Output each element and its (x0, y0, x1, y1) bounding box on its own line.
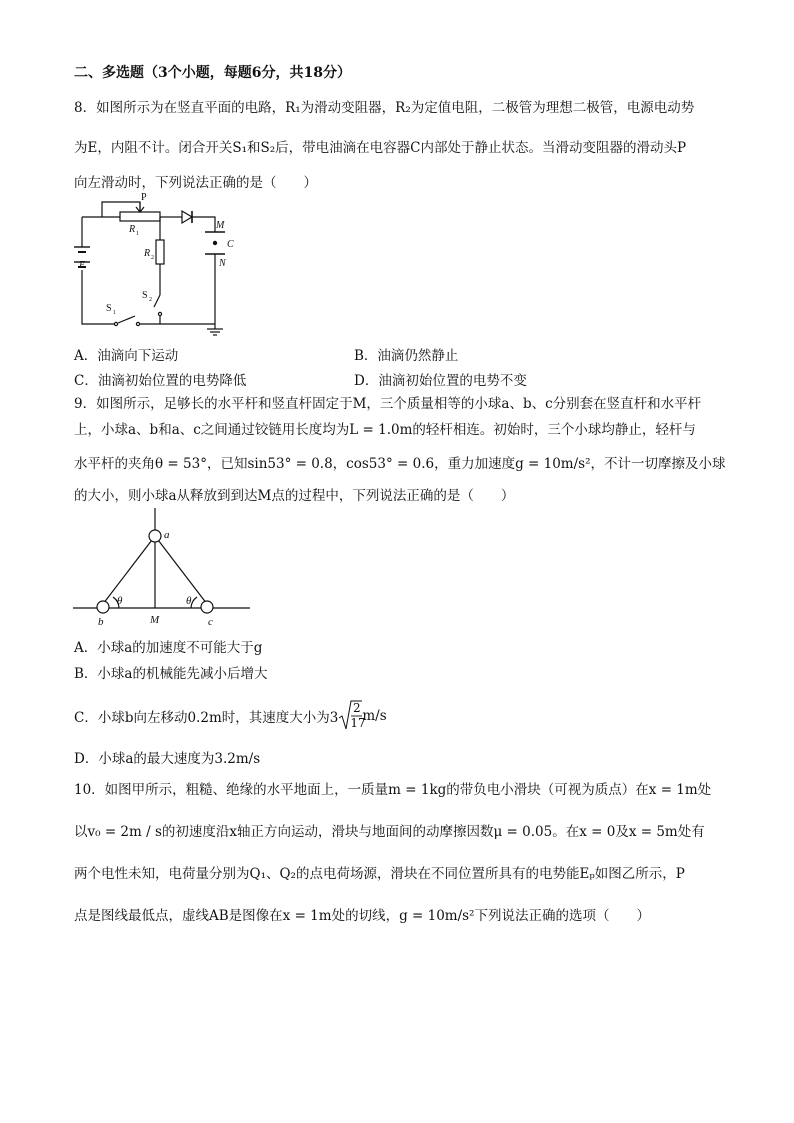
label-S1: S (106, 303, 112, 314)
label-c: c (208, 616, 213, 628)
q9-option-c-numerator: 2 (353, 701, 361, 715)
q9-line-4: 的大小，则小球a从释放到到达M点的过程中，下列说法正确的是（ ） (74, 488, 515, 504)
q9-option-b: B．小球a的机械能先减小后增大 (74, 666, 268, 682)
label-P: P (141, 192, 147, 203)
q8-line-1: 8．如图所示为在竖直平面的电路，R₁为滑动变阻器，R₂为定值电阻，二极管为理想二极管，电源电动势 (74, 100, 695, 116)
q9-option-c (74, 700, 387, 732)
label-R1-sub: 1 (136, 231, 139, 237)
q9-option-c-prefix: C．小球b向左移动0.2m时，其速度大小为3 (74, 710, 339, 726)
label-a: a (164, 529, 170, 541)
label-theta-left: θ (117, 595, 123, 607)
label-theta-right: θ (186, 595, 192, 607)
q8-option-a: A．油滴向下运动 (74, 348, 179, 364)
q8-circuit-diagram (70, 192, 240, 342)
label-C: C (227, 239, 234, 250)
label-E: E (79, 260, 86, 271)
q9-option-a: A．小球a的加速度不可能大于g (74, 640, 263, 656)
label-M-pivot: M (150, 614, 160, 626)
label-M: M (216, 220, 225, 231)
q9-option-c-radical (338, 700, 366, 732)
q8-option-c: C．油滴初始位置的电势降低 (74, 373, 247, 389)
q9-option-d: D．小球a的最大速度为3.2m/s (74, 751, 261, 767)
label-S2-sub: 2 (149, 297, 152, 303)
label-b: b (98, 616, 104, 628)
section-heading: 二、多选题（3个小题，每题6分，共18分） (74, 65, 351, 81)
label-R1: R (129, 224, 136, 235)
label-S2: S (142, 290, 148, 301)
q9-option-c-unit: m/s (362, 708, 387, 724)
q9-line-2: 上，小球a、b和a、c之间通过铰链用长度均为L = 1.0m的轻杆相连。初始时，三个小球均静止，轻杆与 (74, 422, 696, 438)
q8-line-2: 为E，内阻不计。闭合开关S₁和S₂后，带电油滴在电容器C内部处于静止状态。当滑动变阻器的滑动头P (74, 140, 687, 156)
q10-line-4: 点是图线最低点，虚线AB是图像在x = 1m处的切线，g = 10m/s²下列说法正确的选项（ ） (74, 908, 650, 924)
label-S1-sub: 1 (113, 310, 116, 316)
q8-option-b: B．油滴仍然静止 (354, 348, 459, 364)
q9-rod-diagram (70, 506, 255, 628)
label-N: N (219, 258, 226, 269)
q9-option-c-denominator: 17 (350, 716, 366, 730)
q9-line-1: 9．如图所示，足够长的水平杆和竖直杆固定于M，三个质量相等的小球a、b、c分别套在竖直杆和水平杆 (74, 396, 702, 412)
q9-line-3: 水平杆的夹角θ = 53°，已知sin53° = 0.8，cos53° = 0.6，重力加速度g = 10m/s²，不计一切摩擦及小球 (74, 456, 726, 472)
q8-line-3: 向左滑动时，下列说法正确的是（ ） (74, 175, 317, 191)
q10-line-3: 两个电性未知，电荷量分别为Q₁、Q₂的点电荷场源，滑块在不同位置所具有的电势能Eₚ如图乙所示，P (74, 866, 685, 882)
label-R2: R (144, 248, 151, 259)
q8-option-d: D．油滴初始位置的电势不变 (354, 373, 527, 389)
q10-line-2: 以v₀ = 2m / s的初速度沿x轴正方向运动，滑块与地面间的动摩擦因数μ = 0.05。在x = 0及x = 5m处有 (74, 824, 705, 840)
label-R2-sub: 2 (151, 255, 154, 261)
q10-line-1: 10．如图甲所示，粗糙、绝缘的水平地面上，一质量m = 1kg的带负电小滑块（可视为质点）在x = 1m处 (74, 782, 712, 798)
